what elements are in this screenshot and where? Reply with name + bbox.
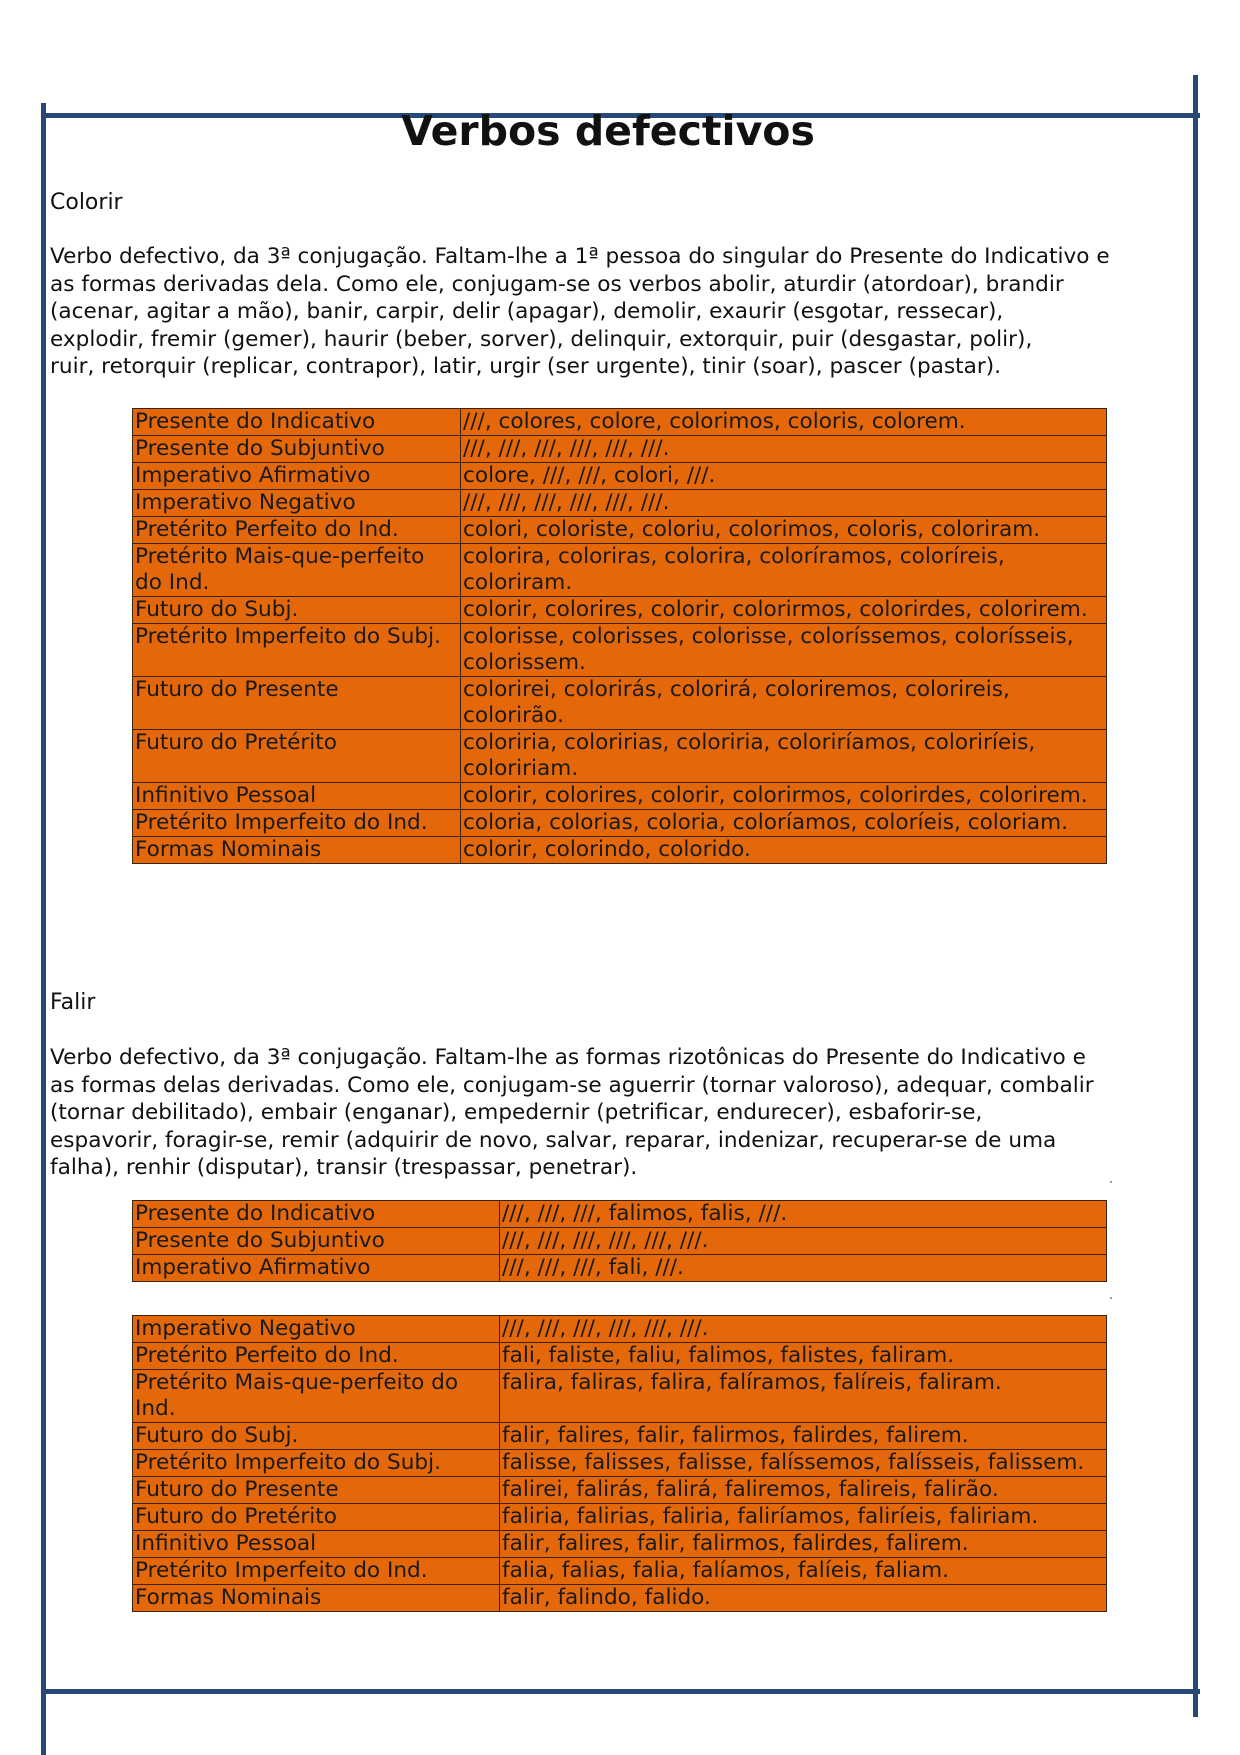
table-row <box>133 1370 1107 1423</box>
forms-cell: falir, falindo, falido. <box>500 1585 1107 1612</box>
forms-cell: coloria, colorias, coloria, coloríamos, coloríeis, coloriam. <box>461 810 1107 837</box>
forms-cell: colorir, colorires, colorir, colorirmos, colorirdes, colorirem. <box>461 783 1107 810</box>
table-row <box>133 810 1107 837</box>
forms-cell: colorisse, colorisses, colorisse, coloríssemos, colorísseis, colorissem. <box>461 624 1107 677</box>
tense-cell: Presente do Subjuntivo <box>133 436 461 463</box>
table-row <box>133 677 1107 730</box>
tense-cell: Formas Nominais <box>133 837 461 864</box>
forms-cell: ///, ///, ///, ///, ///, ///. <box>500 1316 1107 1343</box>
forms-cell: falira, faliras, falira, falíramos, falíreis, faliram. <box>500 1370 1107 1423</box>
table-row <box>133 597 1107 624</box>
tense-cell: Imperativo Afirmativo <box>133 463 461 490</box>
tense-cell: Presente do Subjuntivo <box>133 1228 500 1255</box>
forms-cell: ///, ///, ///, fali, ///. <box>500 1255 1107 1282</box>
tense-cell: Pretérito Imperfeito do Subj. <box>133 624 461 677</box>
table-row <box>133 1255 1107 1282</box>
table-row <box>133 730 1107 783</box>
table-row <box>133 1585 1107 1612</box>
table-row <box>133 624 1107 677</box>
table-row <box>133 1531 1107 1558</box>
forms-cell: ///, ///, ///, ///, ///, ///. <box>500 1228 1107 1255</box>
forms-cell: ///, ///, ///, ///, ///, ///. <box>461 490 1107 517</box>
table-row <box>133 490 1107 517</box>
table-row <box>133 1558 1107 1585</box>
forms-cell: colore, ///, ///, colori, ///. <box>461 463 1107 490</box>
forms-cell: colorira, coloriras, colorira, coloríramos, coloríreis, coloriram. <box>461 544 1107 597</box>
forms-cell: colorirei, colorirás, colorirá, coloriremos, colorireis, colorirão. <box>461 677 1107 730</box>
conjugation-table-falir-part1 <box>132 1200 1107 1282</box>
table-row <box>133 1316 1107 1343</box>
tense-cell: Presente do Indicativo <box>133 409 461 436</box>
table-row <box>133 544 1107 597</box>
forms-cell: ///, colores, colore, colorimos, coloris, colorem. <box>461 409 1107 436</box>
tense-cell: Futuro do Presente <box>133 677 461 730</box>
table-row <box>133 1477 1107 1504</box>
verb-description-falir: Verbo defectivo, da 3ª conjugação. Faltam-lhe as formas rizotônicas do Presente do Indicativo e as formas delas derivadas. Como ele, conjugam-se aguerrir (tornar valoroso), adequar, combalir (tornar debilitado), embair (enganar), empedernir (petrificar, endurecer), esbaforir-se, espavorir, foragir-se, remir (adquirir de novo, salvar, reparar, indenizar, recuperar-se de uma falha), renhir (disputar), transir (trespassar, penetrar). <box>50 1045 1094 1181</box>
forms-cell: falir, falires, falir, falirmos, falirdes, falirem. <box>500 1531 1107 1558</box>
forms-cell: ///, ///, ///, ///, ///, ///. <box>461 436 1107 463</box>
tense-cell: Formas Nominais <box>133 1585 500 1612</box>
tense-cell: Infinitivo Pessoal <box>133 783 461 810</box>
tense-cell: Presente do Indicativo <box>133 1201 500 1228</box>
tense-cell: Futuro do Pretérito <box>133 1504 500 1531</box>
forms-cell: falir, falires, falir, falirmos, falirdes, falirem. <box>500 1423 1107 1450</box>
table-row <box>133 1343 1107 1370</box>
forms-cell: colorir, colorires, colorir, colorirmos, colorirdes, colorirem. <box>461 597 1107 624</box>
page-title: Verbos defectivos <box>401 107 815 155</box>
table-row <box>133 1201 1107 1228</box>
tense-cell: Pretérito Mais-que-perfeito do Ind. <box>133 1370 500 1423</box>
table-row <box>133 1504 1107 1531</box>
forms-cell: colorir, colorindo, colorido. <box>461 837 1107 864</box>
tense-cell: Pretérito Imperfeito do Ind. <box>133 810 461 837</box>
forms-cell: faliria, falirias, faliria, faliríamos, faliríeis, faliriam. <box>500 1504 1107 1531</box>
frame-right-border <box>1193 75 1198 1717</box>
table-row <box>133 1228 1107 1255</box>
tense-cell: Pretérito Imperfeito do Subj. <box>133 1450 500 1477</box>
forms-cell: coloriria, coloririas, coloriria, coloriríamos, coloriríeis, coloririam. <box>461 730 1107 783</box>
stray-mark <box>1110 1181 1112 1183</box>
verb-heading-falir: Falir <box>50 990 96 1015</box>
table-row <box>133 409 1107 436</box>
tense-cell: Pretérito Imperfeito do Ind. <box>133 1558 500 1585</box>
conjugation-table-colorir <box>132 408 1107 864</box>
tense-cell: Pretérito Mais-que-perfeito do Ind. <box>133 544 461 597</box>
table-row <box>133 1423 1107 1450</box>
verb-heading-colorir: Colorir <box>50 190 123 215</box>
forms-cell: colori, coloriste, coloriu, colorimos, coloris, coloriram. <box>461 517 1107 544</box>
table-row <box>133 783 1107 810</box>
tense-cell: Futuro do Presente <box>133 1477 500 1504</box>
table-row <box>133 517 1107 544</box>
forms-cell: ///, ///, ///, falimos, falis, ///. <box>500 1201 1107 1228</box>
verb-description-colorir: Verbo defectivo, da 3ª conjugação. Faltam-lhe a 1ª pessoa do singular do Presente do Indicativo e as formas derivadas dela. Como ele, conjugam-se os verbos abolir, aturdir (atordoar), brandir (acenar, agitar a mão), banir, carpir, delir (apagar), demolir, exaurir (esgotar, ressecar), explodir, fremir (gemer), haurir (beber, sorver), delinquir, extorquir, puir (desgastar, polir), ruir, retorquir (replicar, contrapor), latir, urgir (ser urgente), tinir (soar), pascer (pastar). <box>50 244 1110 380</box>
forms-cell: falirei, falirás, falirá, faliremos, falireis, falirão. <box>500 1477 1107 1504</box>
table-row <box>133 837 1107 864</box>
conjugation-table-falir-part2 <box>132 1315 1107 1612</box>
tense-cell: Pretérito Perfeito do Ind. <box>133 1343 500 1370</box>
forms-cell: falisse, falisses, falisse, falíssemos, falísseis, falissem. <box>500 1450 1107 1477</box>
forms-cell: fali, faliste, faliu, falimos, falistes, faliram. <box>500 1343 1107 1370</box>
tense-cell: Futuro do Subj. <box>133 597 461 624</box>
tense-cell: Pretérito Perfeito do Ind. <box>133 517 461 544</box>
table-row <box>133 463 1107 490</box>
tense-cell: Infinitivo Pessoal <box>133 1531 500 1558</box>
frame-bottom-border <box>41 1689 1200 1694</box>
tense-cell: Futuro do Pretérito <box>133 730 461 783</box>
tense-cell: Imperativo Negativo <box>133 490 461 517</box>
table-row <box>133 436 1107 463</box>
tense-cell: Futuro do Subj. <box>133 1423 500 1450</box>
stray-mark <box>1110 1297 1112 1299</box>
table-row <box>133 1450 1107 1477</box>
tense-cell: Imperativo Negativo <box>133 1316 500 1343</box>
tense-cell: Imperativo Afirmativo <box>133 1255 500 1282</box>
forms-cell: falia, falias, falia, falíamos, falíeis, faliam. <box>500 1558 1107 1585</box>
frame-left-border <box>41 103 46 1755</box>
